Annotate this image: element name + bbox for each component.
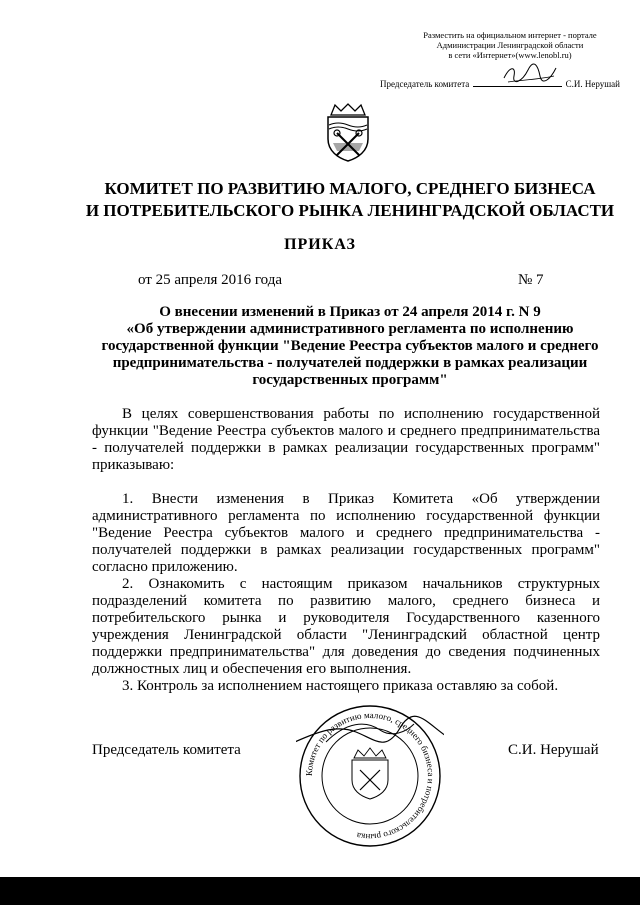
organization-name	[60, 178, 640, 222]
organization-name-line1: КОМИТЕТ ПО РАЗВИТИЮ МАЛОГО, СРЕДНЕГО БИЗНЕСА	[104, 179, 596, 198]
document-number: № 7	[518, 272, 544, 288]
publication-note-line3: в сети «Интернет»(www.lenobl.ru)	[448, 50, 572, 60]
document-date: от 25 апреля 2016 года	[138, 272, 283, 288]
seal-emblem	[352, 748, 388, 799]
publication-note-line2: Администрации Ленинградской области	[436, 40, 584, 50]
coat-of-arms-emblem	[323, 103, 373, 163]
order-item-1: 1. Внести изменения в Приказ Комитета «Об утверждении административного регламента по исполнению государственной функции "Ведение Реестра субъектов малого и среднего предпринимательства - получателей поддержки в рамках реализации государственных программ" согласно приложению.	[92, 491, 600, 575]
organization-name-line2: И ПОТРЕБИТЕЛЬСКОГО РЫНКА ЛЕНИНГРАДСКОЙ ОБЛАСТИ	[85, 201, 615, 220]
publication-note	[405, 30, 615, 60]
subject-line1: О внесении изменений в Приказ от 24 апреля 2014 г. N 9	[159, 304, 541, 320]
document-subject	[90, 304, 610, 389]
order-item-2: 2. Ознакомить с настоящим приказом начальников структурных подразделений комитета по развитию малого, среднего бизнеса и потребительского рынка и руководителя Государственного казенного учреждения Ленинградской области "Ленинградский областной центр поддержки предпринимательства" для доведения до сведения подчиненных должностных лиц и обеспечения его выполнения.	[92, 576, 600, 677]
approver-name: С.И. Нерушай	[565, 79, 620, 89]
signatory-name: С.И. Нерушай	[508, 742, 599, 758]
official-seal	[296, 702, 444, 850]
seal-text: Комитет по развитию малого, среднего бизнеса и потребительского рынка	[303, 709, 437, 843]
subject-line2: «Об утверждении административного регламента по исполнению	[126, 321, 574, 337]
approver-title: Председатель комитета	[380, 79, 470, 89]
signatory-title: Председатель комитета	[92, 742, 241, 758]
scan-bottom-border	[0, 877, 640, 905]
publication-note-line1: Разместить на официальном интернет - портале	[423, 30, 597, 40]
handwritten-signature-small	[500, 62, 560, 86]
document-type: ПРИКАЗ	[284, 236, 356, 253]
subject-line4: предпринимательства - получателей поддержки в рамках реализации	[112, 355, 588, 371]
order-item-3: 3. Контроль за исполнением настоящего приказа оставляю за собой.	[122, 678, 559, 694]
subject-line5: государственных программ"	[252, 372, 448, 388]
subject-line3: государственной функции "Ведение Реестра субъектов малого и среднего	[101, 338, 599, 354]
intro-paragraph: В целях совершенствования работы по исполнению государственной функции "Ведение Реестра субъектов малого и среднего предпринимательства - получателей поддержки в рамках реализации государственных программ" приказываю:	[92, 406, 600, 473]
